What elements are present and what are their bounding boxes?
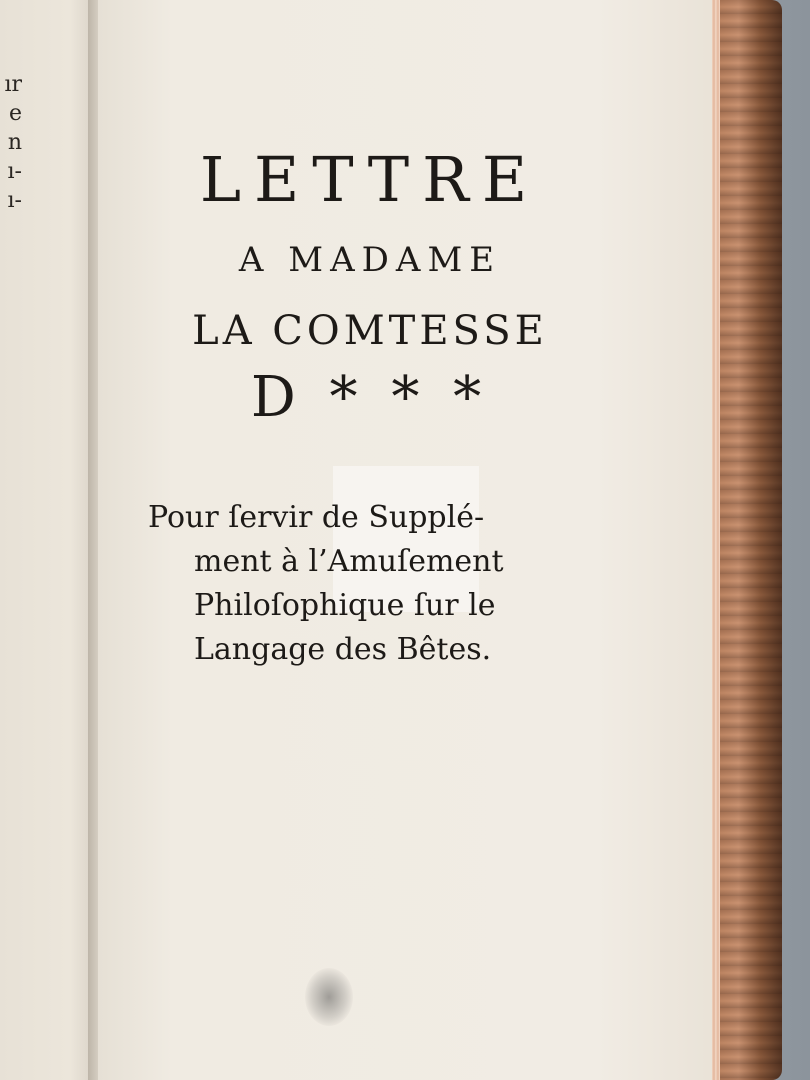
subtitle-block bbox=[148, 496, 588, 672]
facing-page bbox=[0, 0, 100, 1080]
fragment-line: ır bbox=[4, 72, 22, 97]
ink-smudge bbox=[305, 968, 353, 1026]
fragment-line: ı- bbox=[7, 188, 22, 213]
fragment-line: e bbox=[8, 101, 22, 126]
title-line-lettre: LETTRE bbox=[199, 143, 541, 216]
subtitle-line: Pour ſervir de Supplé- bbox=[148, 500, 485, 535]
subtitle-line: Langage des Bêtes. bbox=[194, 632, 492, 667]
facing-page-text-fragments bbox=[0, 70, 22, 215]
title-line-initial: D * * * bbox=[250, 365, 490, 430]
fragment-line: n bbox=[7, 130, 22, 155]
book-binding bbox=[720, 0, 782, 1080]
subtitle-line: Philoſophique ſur le bbox=[194, 588, 496, 623]
fragment-line: ı- bbox=[7, 159, 22, 184]
title-line-comtesse: LA COMTESSE bbox=[192, 308, 548, 354]
subtitle-line: ment à l’Amuſement bbox=[194, 544, 504, 579]
title-block bbox=[130, 140, 610, 430]
title-line-madame: A MADAME bbox=[238, 240, 502, 280]
